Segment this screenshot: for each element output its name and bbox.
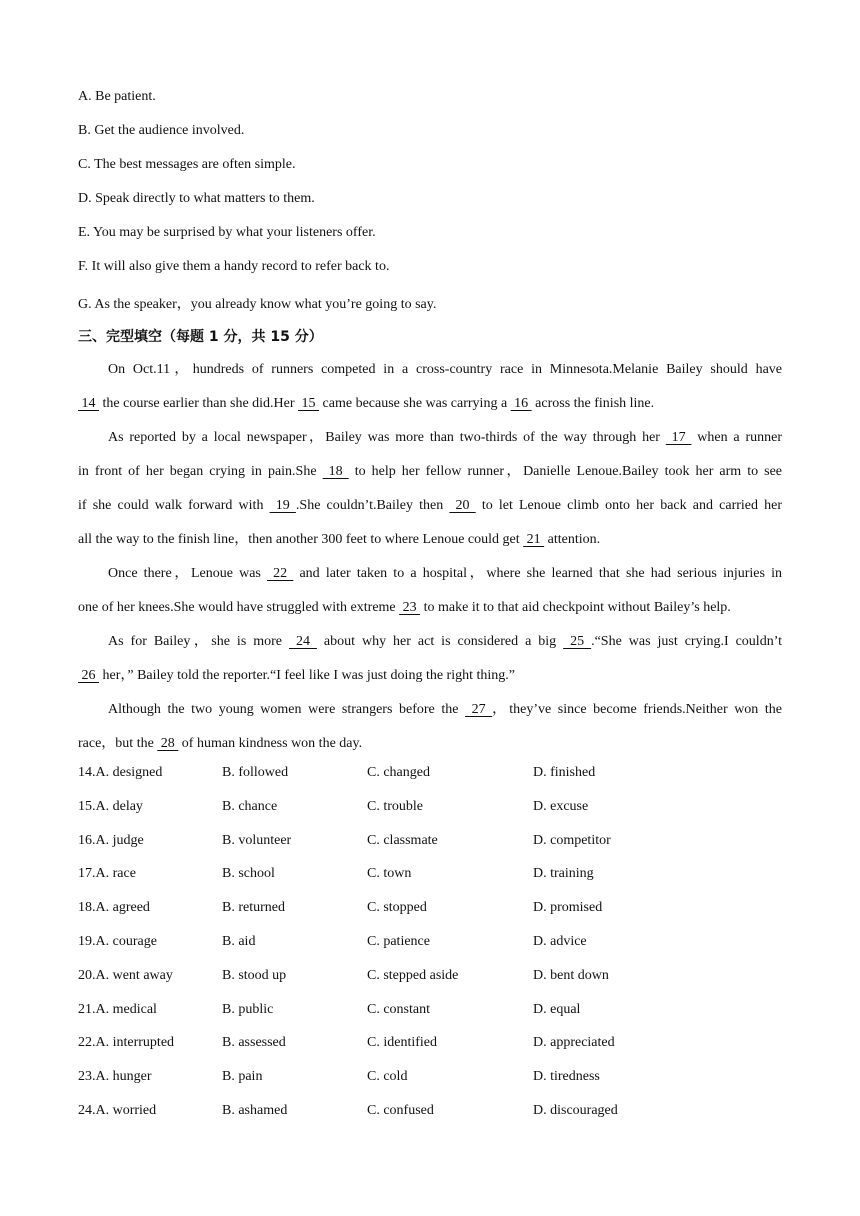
blank-15: 15 — [298, 396, 320, 411]
option-b: B. pain — [222, 1069, 263, 1085]
option-c: C. stepped aside — [367, 967, 459, 983]
blank-16: 16 — [510, 396, 532, 411]
passage-line: Once there，Lenoue was 22 and later taken to a hospital，where she learned that she had serious injuries in — [108, 566, 782, 581]
question-row — [78, 799, 782, 819]
option-b: B. public — [222, 1001, 274, 1017]
option-c: C. stopped — [367, 900, 427, 916]
question-row — [78, 934, 782, 954]
blank-19: 19 — [269, 498, 296, 513]
section-title: 三、完型填空（每题 1 分，共 15 分） — [78, 329, 323, 345]
blank-14: 14 — [78, 396, 99, 411]
option-a: 15.A. delay — [78, 798, 143, 814]
option-b: B. returned — [222, 900, 285, 916]
option-a: 24.A. worried — [78, 1103, 157, 1118]
option-b: B. stood up — [222, 967, 287, 983]
passage-line: Although the two young women were strangers before the 27 ，they’ve since become friends.Neither won the — [108, 702, 782, 717]
passage-line: race，but the 28 of human kindness won the day. — [78, 736, 363, 751]
option-d: D. finished — [533, 765, 596, 780]
blank-24: 24 — [288, 634, 317, 649]
option-e: E. You may be surprised by what your listeners offer. — [78, 225, 376, 240]
option-a: 22.A. interrupted — [78, 1035, 175, 1051]
option-c: C. changed — [367, 765, 430, 780]
option-c: C. trouble — [367, 798, 423, 814]
option-b: B. assessed — [222, 1035, 286, 1051]
option-d: D. training — [533, 866, 594, 882]
option-c: C. cold — [367, 1069, 408, 1085]
passage-line: On Oct.11，hundreds of runners competed in a cross-country race in Minnesota.Melanie Bailey should have — [108, 362, 782, 377]
question-row — [78, 765, 782, 785]
option-a: 14.A. designed — [78, 765, 163, 780]
option-b: B. followed — [222, 765, 289, 780]
option-c: C. The best messages are often simple. — [78, 157, 296, 172]
passage-line: As reported by a local newspaper，Bailey was more than two-thirds of the way through her 17 when a runner — [108, 430, 782, 445]
blank-22: 22 — [267, 566, 294, 581]
question-row — [78, 1103, 782, 1123]
blank-27: 27 — [465, 702, 493, 717]
option-a: 19.A. courage — [78, 934, 157, 949]
question-row — [78, 1035, 782, 1055]
question-row — [78, 866, 782, 886]
option-a: 17.A. race — [78, 866, 136, 882]
option-b: B. school — [222, 866, 275, 882]
option-a: 20.A. went away — [78, 967, 173, 983]
option-c: C. confused — [367, 1103, 434, 1118]
option-c: C. identified — [367, 1035, 437, 1051]
option-d: D. tiredness — [533, 1069, 600, 1085]
option-a: 16.A. judge — [78, 832, 144, 848]
option-d: D. Speak directly to what matters to them. — [78, 191, 315, 206]
question-row — [78, 900, 782, 920]
option-d: D. equal — [533, 1001, 581, 1017]
option-d: D. promised — [533, 900, 603, 916]
option-d: D. competitor — [533, 832, 611, 848]
option-b: B. ashamed — [222, 1103, 288, 1118]
passage-line: 26 her，” Bailey told the reporter.“I feel like I was just doing the right thing.” — [78, 668, 515, 683]
question-row — [78, 968, 782, 988]
blank-28: 28 — [157, 736, 179, 751]
option-a: 23.A. hunger — [78, 1069, 152, 1085]
passage-line: if she could walk forward with 19 .She couldn’t.Bailey then 20 to let Lenoue climb onto her back and carried her — [78, 498, 783, 513]
blank-20: 20 — [449, 498, 476, 513]
question-row — [78, 1002, 782, 1022]
option-g: G. As the speaker，you already know what you’re going to say. — [78, 297, 437, 312]
passage-line: in front of her began crying in pain.She 18 to help her fellow runner，Danielle Lenoue.Bailey took her arm to see — [78, 464, 783, 479]
blank-21: 21 — [523, 532, 545, 547]
option-c: C. patience — [367, 934, 430, 949]
passage-line: one of her knees.She would have struggled with extreme 23 to make it to that aid checkpoint without Bailey’s help. — [78, 600, 731, 615]
option-b: B. volunteer — [222, 832, 292, 848]
option-d: D. discouraged — [533, 1103, 618, 1118]
option-b: B. chance — [222, 798, 278, 814]
option-d: D. excuse — [533, 798, 589, 814]
option-b: B. Get the audience involved. — [78, 123, 245, 138]
blank-25: 25 — [563, 634, 592, 649]
passage-line: As for Bailey，she is more 24 about why her act is considered a big 25 .“She was just crying.I couldn’t — [108, 634, 782, 649]
blank-18: 18 — [322, 464, 349, 479]
option-c: C. constant — [367, 1001, 430, 1017]
question-row — [78, 1069, 782, 1089]
question-row — [78, 833, 782, 853]
blank-17: 17 — [665, 430, 692, 445]
blank-26: 26 — [78, 668, 99, 683]
option-d: D. appreciated — [533, 1035, 615, 1051]
option-a: 21.A. medical — [78, 1001, 157, 1017]
option-d: D. bent down — [533, 967, 609, 983]
option-f: F. It will also give them a handy record to refer back to. — [78, 259, 390, 274]
option-c: C. town — [367, 866, 412, 882]
option-d: D. advice — [533, 934, 587, 949]
blank-23: 23 — [399, 600, 421, 615]
option-a: A. Be patient. — [78, 89, 156, 104]
passage-line: 14 the course earlier than she did.Her 15 came because she was carrying a 16 across the finish line. — [78, 396, 655, 411]
passage — [78, 353, 782, 761]
option-a: 18.A. agreed — [78, 900, 150, 916]
option-c: C. classmate — [367, 832, 438, 848]
passage-line: all the way to the finish line，then another 300 feet to where Lenoue could get 21 attention. — [78, 532, 601, 547]
option-b: B. aid — [222, 934, 256, 949]
